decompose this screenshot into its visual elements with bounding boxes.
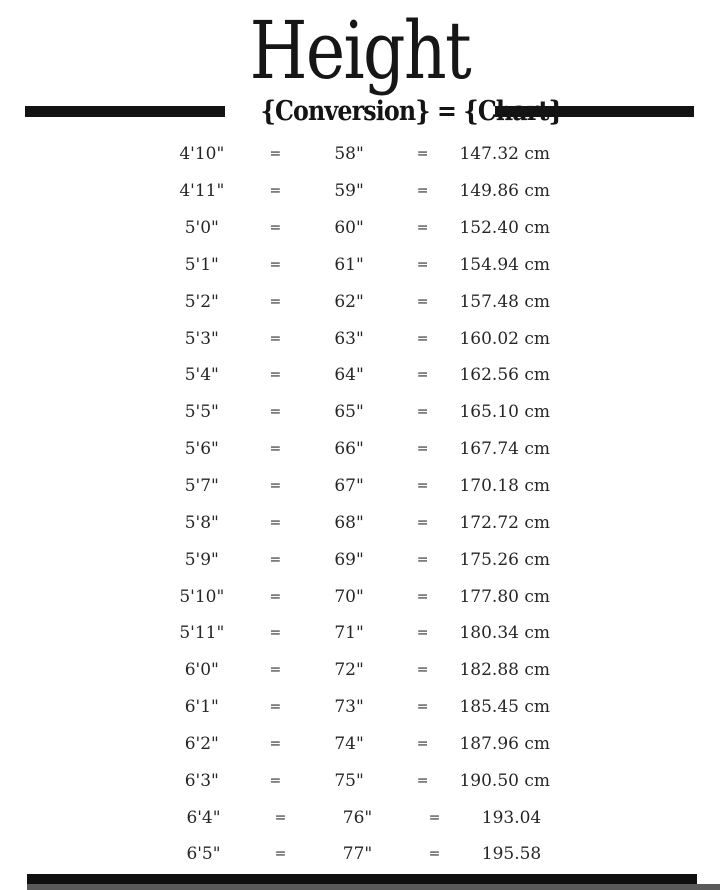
- equals-sign: =: [269, 478, 282, 495]
- page-title: [0, 2, 720, 98]
- centimeters-value: 154.94 cm: [459, 254, 550, 275]
- equals-sign: =: [416, 699, 429, 716]
- left-rule: [25, 106, 225, 117]
- centimeters-value: 177.80 cm: [459, 586, 550, 607]
- equals-sign: =: [269, 146, 282, 163]
- table-row: [165, 578, 550, 615]
- feet-inches-value: 5'1": [184, 254, 219, 275]
- inches-value: 72": [334, 660, 364, 681]
- inches-value: 66": [334, 439, 364, 460]
- equals-sign: =: [274, 809, 287, 826]
- inches-value: 77": [342, 844, 373, 865]
- feet-inches-value: 6'3": [184, 770, 219, 791]
- centimeters-value: 147.32 cm: [459, 144, 550, 165]
- equals-sign: =: [428, 809, 441, 826]
- feet-inches-value: 6'5": [186, 844, 221, 865]
- equals-sign: =: [416, 662, 429, 679]
- feet-inches-value: 5'10": [179, 586, 225, 607]
- inches-value: 58": [334, 144, 364, 165]
- subtitle-row: [25, 97, 694, 125]
- equals-sign: =: [416, 183, 429, 200]
- table-row: [165, 357, 550, 394]
- table-row: [165, 799, 550, 836]
- centimeters-value: 149.86 cm: [459, 181, 550, 202]
- feet-inches-value: 5'0": [184, 218, 219, 239]
- table-row: [165, 431, 550, 468]
- inches-value: 59": [334, 181, 364, 202]
- feet-inches-value: 5'3": [184, 328, 219, 349]
- table-row: [165, 136, 550, 173]
- centimeters-value: 172.72 cm: [459, 512, 550, 533]
- equals-sign: =: [416, 404, 429, 421]
- inches-value: 75": [334, 770, 364, 791]
- feet-inches-value: 5'11": [179, 623, 225, 644]
- inches-value: 68": [334, 512, 364, 533]
- inches-value: 73": [334, 697, 364, 718]
- inches-value: 63": [334, 328, 364, 349]
- equals-sign: =: [269, 404, 282, 421]
- feet-inches-value: 4'11": [179, 181, 225, 202]
- feet-inches-value: 5'9": [184, 549, 219, 570]
- equals-sign: =: [269, 588, 282, 605]
- centimeters-value: 190.50 cm: [459, 770, 550, 791]
- feet-inches-value: 6'4": [186, 807, 221, 828]
- table-row: [165, 504, 550, 541]
- feet-inches-value: 5'2": [184, 291, 219, 312]
- feet-inches-value: 5'7": [184, 476, 219, 497]
- table-row: [165, 652, 550, 689]
- centimeters-value: 187.96 cm: [459, 733, 550, 754]
- centimeters-value: 162.56 cm: [459, 365, 550, 386]
- equals-sign: =: [416, 625, 429, 642]
- table-row: [165, 320, 550, 357]
- equals-sign: =: [416, 220, 429, 237]
- equals-sign: =: [416, 514, 429, 531]
- table-row: [165, 210, 550, 247]
- centimeters-value: 195.58: [481, 844, 542, 865]
- inches-value: 64": [334, 365, 364, 386]
- feet-inches-value: 5'8": [184, 512, 219, 533]
- equals-sign: =: [416, 367, 429, 384]
- centimeters-value: 152.40 cm: [459, 218, 550, 239]
- table-row: [165, 394, 550, 431]
- centimeters-value: 170.18 cm: [459, 476, 550, 497]
- centimeters-value: 165.10 cm: [459, 402, 550, 423]
- bottom-rule: [27, 874, 697, 884]
- inches-value: 62": [334, 291, 364, 312]
- equals-sign: =: [416, 146, 429, 163]
- page-title-text: Height: [249, 3, 471, 97]
- equals-sign: =: [269, 183, 282, 200]
- feet-inches-value: 5'6": [184, 439, 219, 460]
- inches-value: 69": [334, 549, 364, 570]
- table-row: [165, 173, 550, 210]
- feet-inches-value: 5'5": [184, 402, 219, 423]
- inches-value: 71": [334, 623, 364, 644]
- centimeters-value: 157.48 cm: [459, 291, 550, 312]
- equals-sign: =: [269, 293, 282, 310]
- table-row: [165, 283, 550, 320]
- inches-value: 70": [334, 586, 364, 607]
- equals-sign: =: [416, 330, 429, 347]
- table-row: [165, 468, 550, 505]
- inches-value: 74": [334, 733, 364, 754]
- equals-sign: =: [269, 625, 282, 642]
- equals-sign: =: [416, 478, 429, 495]
- equals-sign: =: [428, 846, 441, 863]
- inches-value: 65": [334, 402, 364, 423]
- equals-sign: =: [269, 735, 282, 752]
- conversion-table: [165, 136, 550, 873]
- table-row: [165, 247, 550, 284]
- equals-sign: =: [274, 846, 287, 863]
- feet-inches-value: 6'1": [184, 697, 219, 718]
- equals-sign: =: [269, 699, 282, 716]
- table-row: [165, 726, 550, 763]
- equals-sign: =: [269, 441, 282, 458]
- inches-value: 61": [334, 254, 364, 275]
- equals-sign: =: [416, 256, 429, 273]
- table-row: [165, 836, 550, 873]
- centimeters-value: 182.88 cm: [459, 660, 550, 681]
- equals-sign: =: [416, 441, 429, 458]
- equals-sign: =: [416, 588, 429, 605]
- table-row: [165, 762, 550, 799]
- table-row: [165, 615, 550, 652]
- page-subtitle-text: {Conversion} = {Chart}: [260, 95, 563, 127]
- page-subtitle: [240, 95, 563, 127]
- equals-sign: =: [416, 735, 429, 752]
- equals-sign: =: [269, 551, 282, 568]
- equals-sign: =: [416, 551, 429, 568]
- centimeters-value: 193.04: [481, 807, 542, 828]
- equals-sign: =: [416, 772, 429, 789]
- equals-sign: =: [269, 367, 282, 384]
- table-row: [165, 689, 550, 726]
- equals-sign: =: [269, 772, 282, 789]
- equals-sign: =: [269, 220, 282, 237]
- table-row: [165, 541, 550, 578]
- inches-value: 67": [334, 476, 364, 497]
- equals-sign: =: [269, 330, 282, 347]
- equals-sign: =: [269, 514, 282, 531]
- feet-inches-value: 6'2": [184, 733, 219, 754]
- equals-sign: =: [416, 293, 429, 310]
- inches-value: 60": [334, 218, 364, 239]
- bottom-rule-shadow: [27, 884, 720, 890]
- centimeters-value: 175.26 cm: [459, 549, 550, 570]
- inches-value: 76": [342, 807, 373, 828]
- centimeters-value: 185.45 cm: [459, 697, 550, 718]
- centimeters-value: 180.34 cm: [459, 623, 550, 644]
- feet-inches-value: 6'0": [184, 660, 219, 681]
- feet-inches-value: 4'10": [179, 144, 225, 165]
- equals-sign: =: [269, 662, 282, 679]
- centimeters-value: 167.74 cm: [459, 439, 550, 460]
- equals-sign: =: [269, 256, 282, 273]
- centimeters-value: 160.02 cm: [459, 328, 550, 349]
- feet-inches-value: 5'4": [184, 365, 219, 386]
